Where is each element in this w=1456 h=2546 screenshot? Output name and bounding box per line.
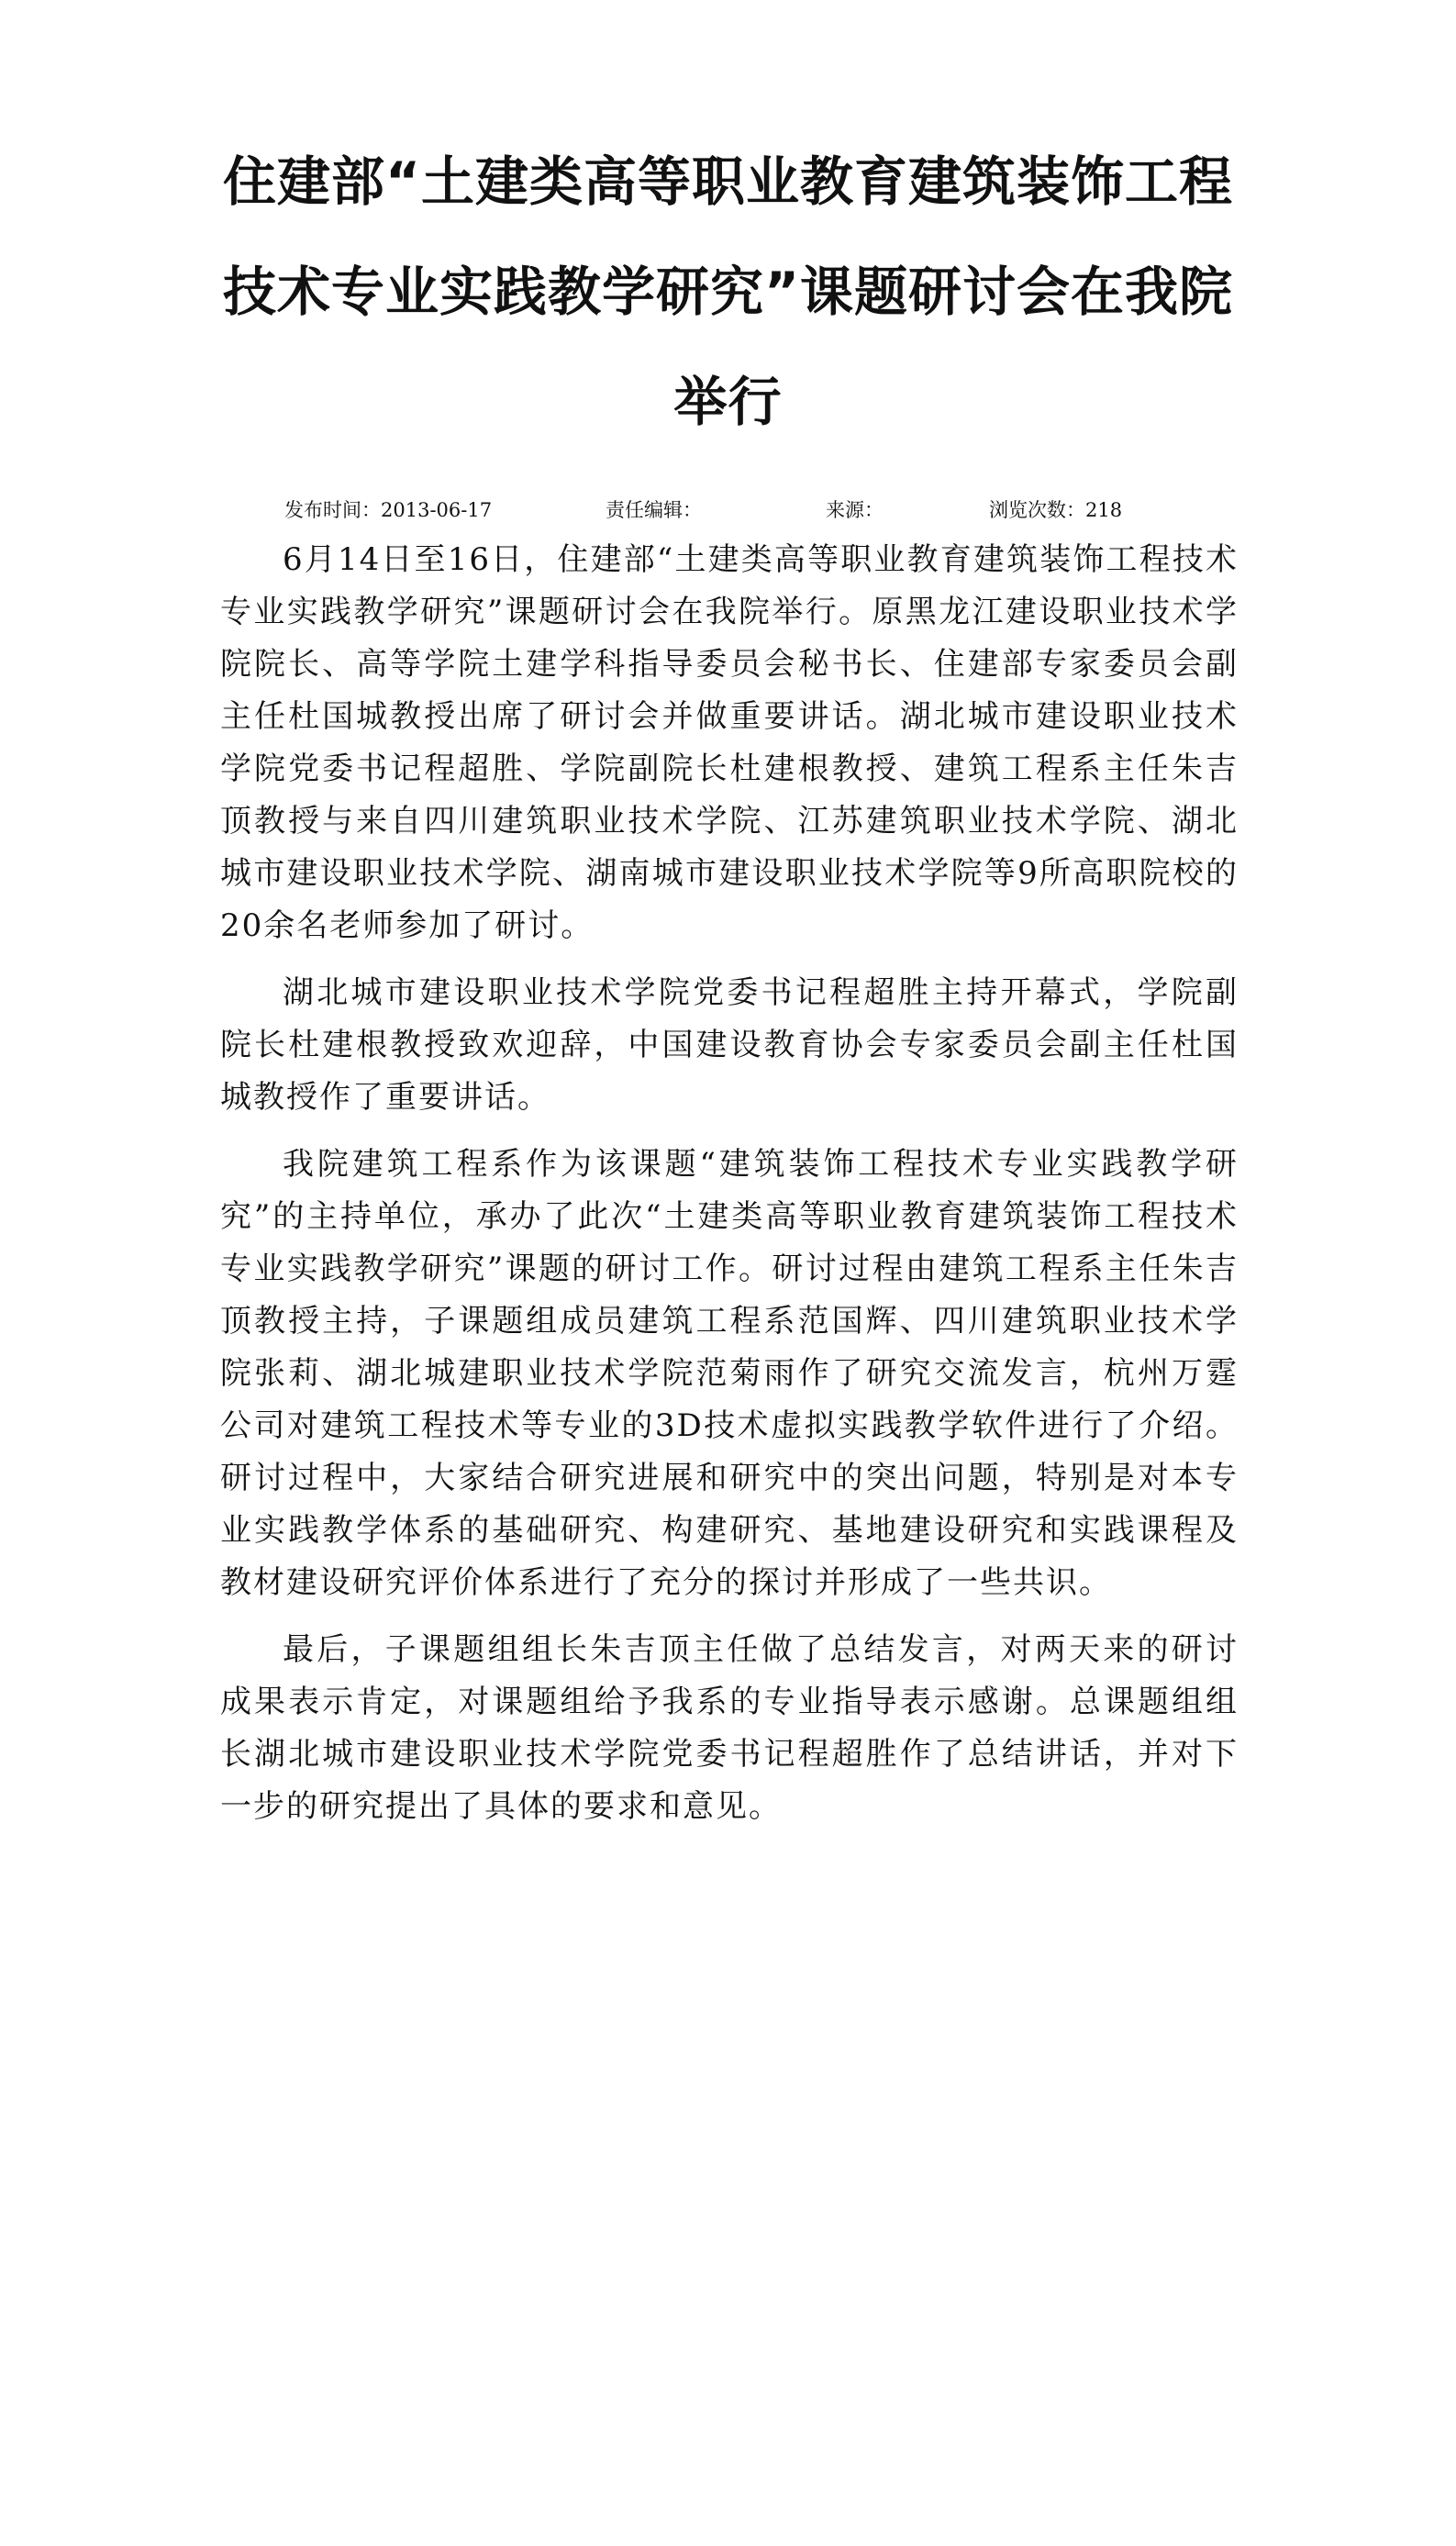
body-paragraph: 我院建筑工程系作为该课题“建筑装饰工程技术专业实践教学研究”的主持单位，承办了此次“土建类高等职业教育建筑装饰工程技术专业实践教学研究”课题的研讨工作。研讨过程由建筑工程系主任朱吉顶教授主持，子课题组成员建筑工程系范国辉、四川建筑职业技术学院张莉、湖北城建职业技术学院范菊雨作了研究交流发言，杭州万霆公司对建筑工程技术等专业的3D技术虚拟实践教学软件进行了介绍。研讨过程中，大家结合研究进展和研究中的突出问题，特别是对本专业实践教学体系的基础研究、构建研究、基地建设研究和实践课程及教材建设研究评价体系进行了充分的探讨并形成了一些共识。 xyxy=(220,1146,1239,1601)
body-paragraph: 6月14日至16日，住建部“土建类高等职业教育建筑装饰工程技术专业实践教学研究”课题研讨会在我院举行。原黑龙江建设职业技术学院院长、高等学院土建学科指导委员会秘书长、住建部专家委员会副主任杜国城教授出席了研讨会并做重要讲话。湖北城市建设职业技术学院党委书记程超胜、学院副院长杜建根教授、建筑工程系主任朱吉顶教授与来自四川建筑职业技术学院、江苏建筑职业技术学院、湖北城市建设职业技术学院、湖南城市建设职业技术学院等9所高职院校的20余名老师参加了研讨。 xyxy=(220,541,1239,944)
article-meta xyxy=(0,492,1456,528)
responsible-editor: 责任编辑： xyxy=(606,499,702,521)
body-paragraph: 最后，子课题组组长朱吉顶主任做了总结发言，对两天来的研讨成果表示肯定，对课题组给予我系的专业指导表示感谢。总课题组组长湖北城市建设职业技术学院党委书记程超胜作了总结讲话，并对下一步的研究提出了具体的要求和意见。 xyxy=(220,1631,1239,1825)
article-source: 来源： xyxy=(826,499,884,521)
publish-date: 发布时间：2013-06-17 xyxy=(284,499,493,521)
body-paragraph: 湖北城市建设职业技术学院党委书记程超胜主持开幕式，学院副院长杜建根教授致欢迎辞，中国建设教育协会专家委员会副主任杜国城教授作了重要讲话。 xyxy=(220,974,1239,1116)
article-title: 住建部“土建类高等职业教育建筑装饰工程技术专业实践教学研究”课题研讨会在我院举行 xyxy=(222,150,1234,433)
view-count: 浏览次数：218 xyxy=(989,499,1123,521)
article-body xyxy=(220,534,1239,1848)
